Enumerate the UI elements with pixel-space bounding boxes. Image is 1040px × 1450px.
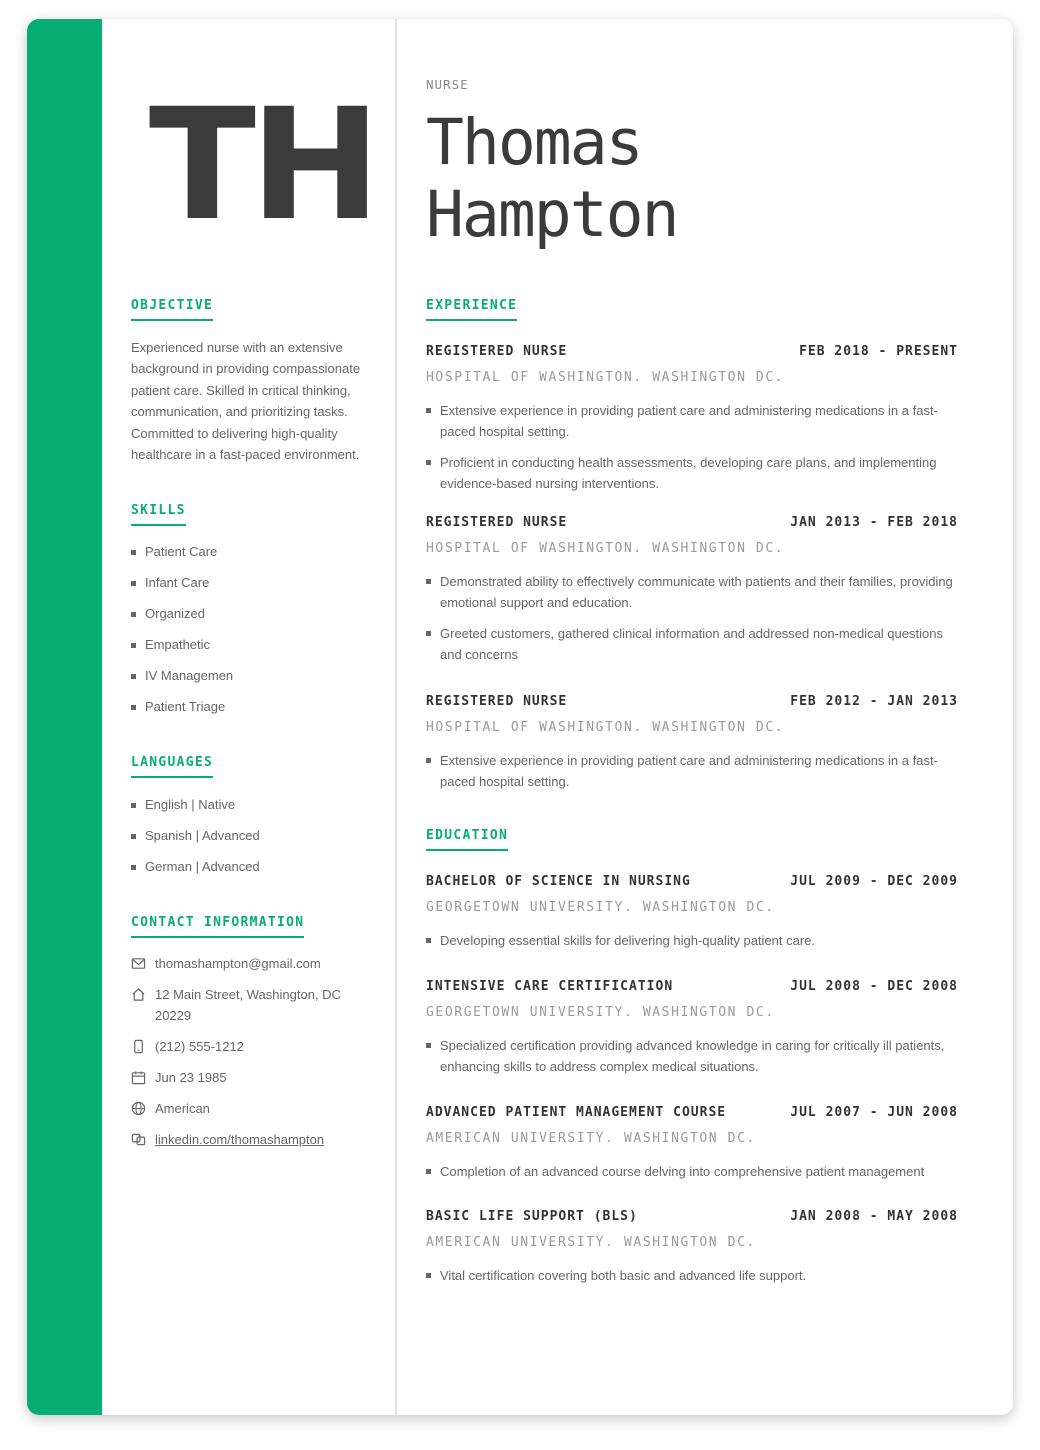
linkedin-link[interactable]: linkedin.com/thomashampton <box>155 1132 325 1147</box>
entry-dates: JUL 2009 - DEC 2009 <box>790 874 958 889</box>
skill-item: IV Managemen <box>131 666 233 697</box>
first-name: Thomas <box>426 106 642 179</box>
education-entry <box>426 1105 958 1191</box>
experience-heading: EXPERIENCE <box>426 298 517 321</box>
calendar-icon <box>131 1070 146 1085</box>
entry-title: INTENSIVE CARE CERTIFICATION <box>426 979 674 994</box>
entry-place: GEORGETOWN UNIVERSITY. WASHINGTON DC. <box>426 1005 775 1020</box>
skill-item: Patient Care <box>131 542 233 573</box>
contact-nationality: American <box>131 1098 371 1119</box>
language-item: German | Advanced <box>131 857 260 888</box>
education-entry <box>426 979 958 1087</box>
link-icon <box>131 1132 146 1147</box>
entry-bullet: Extensive experience in providing patient care and administering medications in a fast-paced hospital setting. <box>426 750 958 793</box>
languages-list <box>131 795 260 888</box>
entry-place: GEORGETOWN UNIVERSITY. WASHINGTON DC. <box>426 900 775 915</box>
envelope-icon <box>131 956 146 971</box>
skill-item: Patient Triage <box>131 697 233 728</box>
entry-bullet: Demonstrated ability to effectively communicate with patients and their families, providing emotional support and education. <box>426 571 958 614</box>
contact-heading: CONTACT INFORMATION <box>131 915 304 938</box>
entry-title: REGISTERED NURSE <box>426 694 568 709</box>
language-item: English | Native <box>131 795 260 826</box>
education-heading: EDUCATION <box>426 828 508 851</box>
column-divider <box>395 19 397 1415</box>
entry-dates: JUL 2008 - DEC 2008 <box>790 979 958 994</box>
entry-place: HOSPITAL OF WASHINGTON. WASHINGTON DC. <box>426 720 785 735</box>
entry-bullet: Greeted customers, gathered clinical information and addressed non-medical questions and concerns <box>426 623 958 666</box>
last-name: Hampton <box>426 178 678 251</box>
entry-place: HOSPITAL OF WASHINGTON. WASHINGTON DC. <box>426 370 785 385</box>
entry-bullet: Completion of an advanced course delving into comprehensive patient management <box>426 1161 958 1182</box>
home-icon <box>131 987 146 1002</box>
entry-place: HOSPITAL OF WASHINGTON. WASHINGTON DC. <box>426 541 785 556</box>
contact-linkedin[interactable] <box>131 1129 371 1150</box>
contact-birthday: Jun 23 1985 <box>131 1067 371 1088</box>
job-role: NURSE <box>426 77 469 92</box>
languages-heading: LANGUAGES <box>131 755 213 778</box>
entry-title: BASIC LIFE SUPPORT (BLS) <box>426 1209 638 1224</box>
experience-entry <box>426 344 958 504</box>
entry-title: REGISTERED NURSE <box>426 344 568 359</box>
full-name <box>426 107 678 251</box>
skills-heading: SKILLS <box>131 503 186 526</box>
entry-title: REGISTERED NURSE <box>426 515 568 530</box>
skills-list <box>131 542 233 728</box>
contact-address: 12 Main Street, Washington, DC 20229 <box>131 984 371 1026</box>
skill-item: Organized <box>131 604 233 635</box>
entry-bullet: Extensive experience in providing patient care and administering medications in a fast-paced hospital setting. <box>426 400 958 443</box>
contact-phone: (212) 555-1212 <box>131 1036 371 1057</box>
contact-email: thomashampton@gmail.com <box>131 953 371 974</box>
accent-sidebar-bar <box>27 19 102 1415</box>
experience-entry <box>426 515 958 675</box>
education-entry <box>426 1209 958 1295</box>
education-entry <box>426 874 958 960</box>
language-item: Spanish | Advanced <box>131 826 260 857</box>
phone-icon <box>131 1039 146 1054</box>
entry-bullet: Vital certification covering both basic and advanced life support. <box>426 1265 958 1286</box>
entry-title: ADVANCED PATIENT MANAGEMENT COURSE <box>426 1105 727 1120</box>
globe-icon <box>131 1101 146 1116</box>
entry-title: BACHELOR OF SCIENCE IN NURSING <box>426 874 691 889</box>
objective-text: Experienced nurse with an extensive background in providing compassionate patient care. Skilled in critical thinking, communication, and prioritizing tasks. Committed to delivering high-quality healthcare in a fast-paced environment. <box>131 340 361 463</box>
skill-item: Empathetic <box>131 635 233 666</box>
experience-entry <box>426 694 958 802</box>
skill-item: Infant Care <box>131 573 233 604</box>
entry-dates: FEB 2018 - PRESENT <box>799 344 958 359</box>
monogram-initials: TH <box>148 76 376 255</box>
objective-heading: OBJECTIVE <box>131 298 213 321</box>
entry-dates: JUL 2007 - JUN 2008 <box>790 1105 958 1120</box>
entry-dates: FEB 2012 - JAN 2013 <box>790 694 958 709</box>
entry-bullet: Proficient in conducting health assessments, developing care plans, and implementing evidence-based nursing interventions. <box>426 452 958 495</box>
entry-bullet: Developing essential skills for delivering high-quality patient care. <box>426 930 958 951</box>
entry-dates: JAN 2013 - FEB 2018 <box>790 515 958 530</box>
resume-page <box>27 19 1013 1415</box>
entry-place: AMERICAN UNIVERSITY. WASHINGTON DC. <box>426 1235 756 1250</box>
entry-bullet: Specialized certification providing advanced knowledge in caring for critically ill patients, enhancing skills to address complex medical situations. <box>426 1035 958 1078</box>
entry-place: AMERICAN UNIVERSITY. WASHINGTON DC. <box>426 1131 756 1146</box>
contact-list <box>131 953 371 1160</box>
entry-dates: JAN 2008 - MAY 2008 <box>790 1209 958 1224</box>
